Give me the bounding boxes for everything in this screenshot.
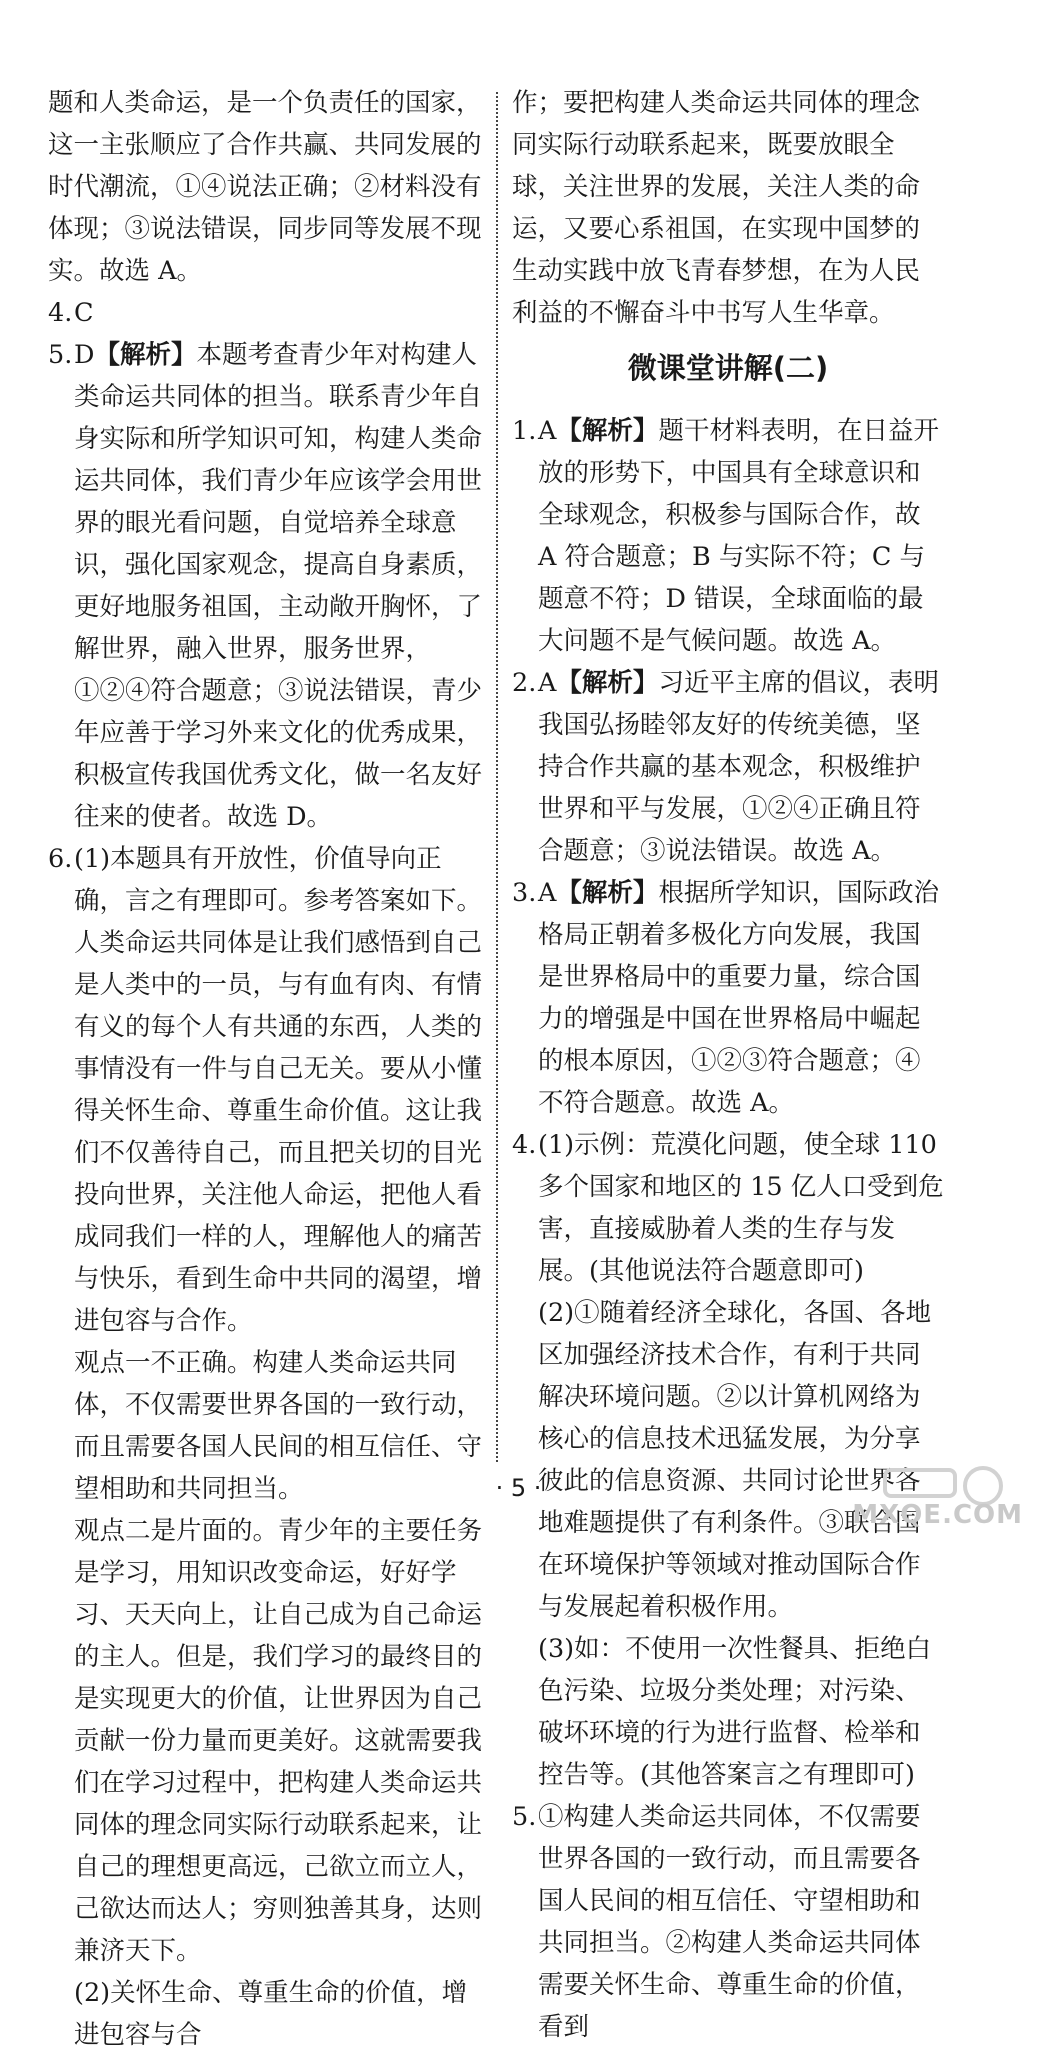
page-number: · 5 · xyxy=(495,1474,542,1502)
analysis-tag: 【解析】 xyxy=(556,668,659,698)
answer-text: C xyxy=(74,298,94,328)
watermark-text: MXQE.COM xyxy=(852,1500,1023,1530)
item-number: 4. xyxy=(48,298,73,328)
item-number: 6. xyxy=(48,844,73,874)
analysis-tag: 【解析】 xyxy=(94,340,197,370)
column-divider xyxy=(496,92,498,1462)
item-number: 5. xyxy=(512,1802,537,1832)
answer-choice: A xyxy=(538,416,557,446)
sub-answer-2: (2)①随着经济全球化，各国、各地区加强经济技术合作，有利于共同解决环境问题。②以计算机网络为核心的信息技术迅猛发展，为分享彼此的信息资源、共同讨论世界各地难题提供了有利条件。③联合国在环境保护等领域对推动国际合作与发展起着积极作用。 xyxy=(538,1298,932,1622)
sub-answer-3: (3)如：不使用一次性餐具、拒绝白色污染、垃圾分类处理；对污染、破坏环境的行为进行监督、检举和控告等。(其他答案言之有理即可) xyxy=(538,1634,932,1790)
answer-choice: D xyxy=(74,340,95,370)
answer-item-4 xyxy=(48,292,488,334)
right-intro-paragraph: 作；要把构建人类命运共同体的理念同实际行动联系起来，既要放眼全球，关注世界的发展，关注人类的命运，又要心系祖国，在实现中国梦的生动实践中放飞青春梦想，在为人民利益的不懈奋斗中书写人生华章。 xyxy=(512,88,921,328)
answer-item-6 xyxy=(48,838,488,2056)
sub-answer-1-intro: (1)本题具有开放性，价值导向正确，言之有理即可。参考答案如下。 xyxy=(74,844,483,916)
answer-choice: A xyxy=(538,878,557,908)
answer-item-1 xyxy=(512,410,944,662)
answer-text: ①构建人类命运共同体，不仅需要世界各国的一致行动，而且需要各国人民间的相互信任、守望相助和共同担当。②构建人类命运共同体需要关怀生命、尊重生命的价值，看到 xyxy=(538,1802,921,2042)
answer-item-2 xyxy=(512,662,944,872)
analysis-text: 本题考查青少年对构建人类命运共同体的担当。联系青少年自身实际和所学知识可知，构建人类命运共同体，我们青少年应该学会用世界的眼光看问题，自觉培养全球意识，强化国家观念，提高自身素质，更好地服务祖国，主动敞开胸怀，了解世界，融入世界，服务世界，①②④符合题意；③说法错误，青少年应善于学习外来文化的优秀成果，积极宣传我国优秀文化，做一名友好往来的使者。故选 D。 xyxy=(74,340,483,832)
analysis-text: 习近平主席的倡议，表明我国弘扬睦邻友好的传统美德，坚持合作共赢的基本观念，积极维护世界和平与发展，①②④正确且符合题意；③说法错误。故选 A。 xyxy=(538,668,939,866)
section-heading: 微课堂讲解(二) xyxy=(627,351,829,385)
left-intro-paragraph: 题和人类命运，是一个负责任的国家，这一主张顺应了合作共赢、共同发展的时代潮流，①④说法正确；②材料没有体现；③说法错误，同步同等发展不现实。故选 A。 xyxy=(48,88,482,286)
item-number: 1. xyxy=(512,416,537,446)
sub-answer-2: (2)关怀生命、尊重生命的价值，增进包容与合 xyxy=(74,1978,468,2050)
right-column xyxy=(512,82,944,2048)
viewpoint-one: 观点一不正确。构建人类命运共同体，不仅需要世界各国的一致行动，而且需要各国人民间的相互信任、守望相助和共同担当。 xyxy=(74,1348,483,1504)
item-number: 5. xyxy=(48,340,73,370)
answer-item-4-right xyxy=(512,1124,944,1796)
answer-item-3 xyxy=(512,872,944,1124)
analysis-tag: 【解析】 xyxy=(556,416,659,446)
analysis-tag: 【解析】 xyxy=(556,878,659,908)
item-number: 2. xyxy=(512,668,537,698)
answer-item-5-right xyxy=(512,1796,944,2048)
analysis-text: 根据所学知识，国际政治格局正朝着多极化方向发展，我国是世界格局中的重要力量，综合国力的增强是中国在世界格局中崛起的根本原因，①②③符合题意；④不符合题意。故选 A。 xyxy=(538,878,939,1118)
analysis-text: 题干材料表明，在日益开放的形势下，中国具有全球意识和全球观念，积极参与国际合作，故 A 符合题意；B 与实际不符；C 与题意不符；D 错误，全球面临的最大问题不是气候问题。故选 A。 xyxy=(538,416,939,656)
watermark-logo xyxy=(852,1464,1023,1530)
item-number: 4. xyxy=(512,1130,537,1160)
sub-answer-1-body: 人类命运共同体是让我们感悟到自己是人类中的一员，与有血有肉、有情有义的每个人有共通的东西，人类的事情没有一件与自己无关。要从小懂得关怀生命、尊重生命价值。这让我们不仅善待自己，而且把关切的目光投向世界，关注他人命运，把他人看成同我们一样的人，理解他人的痛苦与快乐，看到生命中共同的渴望，增进包容与合作。 xyxy=(74,928,483,1336)
sub-answer-1: (1)示例：荒漠化问题，使全球 110 多个国家和地区的 15 亿人口受到危害，直接威胁着人类的生存与发展。(其他说法符合题意即可) xyxy=(538,1130,944,1286)
left-column xyxy=(48,82,488,2056)
answer-item-5 xyxy=(48,334,488,838)
viewpoint-two: 观点二是片面的。青少年的主要任务是学习，用知识改变命运，好好学习、天天向上，让自己成为自己命运的主人。但是，我们学习的最终目的是实现更大的价值，让世界因为自己贡献一份力量而更美好。这就需要我们在学习过程中，把构建人类命运共同体的理念同实际行动联系起来，让自己的理想更高远，己欲立而立人，己欲达而达人；穷则独善其身，达则兼济天下。 xyxy=(74,1516,483,1966)
item-number: 3. xyxy=(512,878,537,908)
answer-choice: A xyxy=(538,668,557,698)
